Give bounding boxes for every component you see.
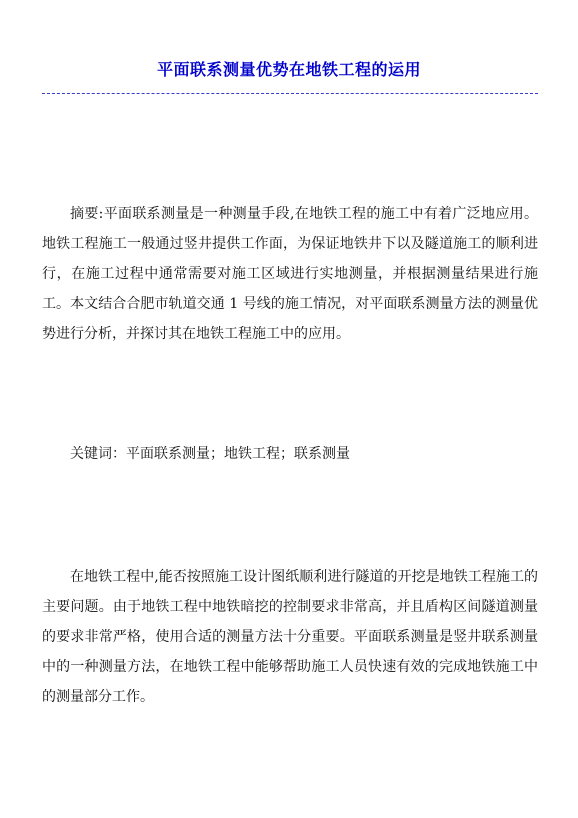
intro-paragraph: 在地铁工程中,能否按照施工设计图纸顺利进行隧道的开挖是地铁工程施工的主要问题。由于地铁工程中地铁暗挖的控制要求非常高，并且盾构区间隧道测量的要求非常严格，使用合适的测量方法十分重要。平面联系测量是竖井联系测量中的一种测量方法，在地铁工程中能够帮助施工人员快速有效的完成地铁施工中的测量部分工作。 [42,569,538,705]
title-divider [42,93,538,94]
page-title: 平面联系测量优势在地铁工程的运用 [156,60,421,79]
keywords-paragraph: 关键词：平面联系测量；地铁工程；联系测量 [70,446,350,462]
abstract-paragraph: 摘要:平面联系测量是一种测量手段,在地铁工程的施工中有着广泛地应用。地铁工程施工一般通过竖井提供工作面，为保证地铁井下以及隧道施工的顺利进行，在施工过程中通常需要对施工区域进行实地测量，并根据测量结果进行施工。本文结合合肥市轨道交通 1 号线的施工情况，对平面联系测量方法的测量优势进行分析，并探讨其在地铁工程施工中的应用。 [42,206,538,342]
